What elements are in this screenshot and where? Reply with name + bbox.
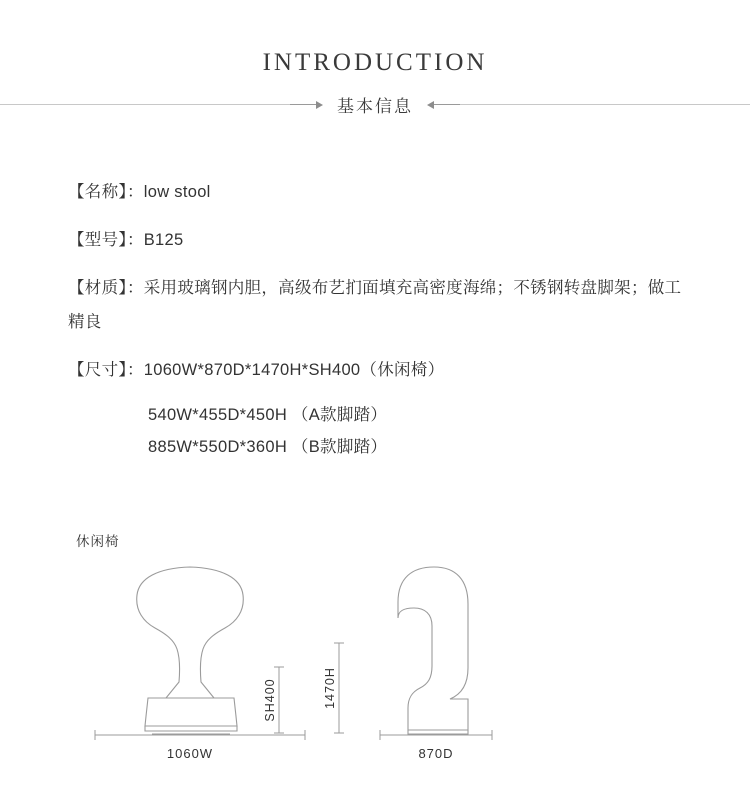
model-value: B125 [143, 231, 184, 249]
arrow-left-ornament [427, 101, 460, 109]
info-row-name [68, 175, 688, 209]
arrow-line-right [434, 104, 460, 105]
arrow-head-left-icon [427, 101, 434, 109]
arrow-line-left [290, 104, 316, 105]
arrow-right-ornament [290, 101, 323, 109]
product-info-block [68, 175, 688, 463]
model-label: 【型号】： [68, 231, 144, 249]
drawing-caption: 休闲椅 [76, 534, 120, 549]
front-view-width-label: 1060W [166, 746, 214, 761]
info-row-material [68, 271, 688, 339]
side-view-depth-label: 870D [418, 746, 454, 761]
page-header [0, 0, 750, 117]
name-label: 【名称】： [68, 183, 144, 201]
divider-right [460, 104, 750, 105]
front-view-drawing [137, 567, 244, 731]
arrow-head-right-icon [316, 101, 323, 109]
size-label: 【尺寸】： [68, 361, 144, 379]
subtitle-divider-row [0, 92, 750, 117]
size-value-main: 1060W*870D*1470H*SH400（休闲椅） [143, 361, 445, 379]
info-row-model [68, 223, 688, 257]
material-value: 采用玻璃钢内胆，高级布艺扪面填充高密度海绵；不锈钢转盘脚架；做工精良 [68, 279, 682, 331]
page-title: INTRODUCTION [262, 49, 488, 76]
size-value-tertiary: 885W*550D*360H （B款脚踏） [148, 438, 388, 456]
divider-left [0, 104, 290, 105]
name-value: low stool [143, 183, 211, 201]
side-view-drawing [398, 567, 468, 734]
front-view-seat-height-label: SH400 [263, 678, 277, 722]
drawing-canvas [0, 548, 750, 798]
subtitle-text: 基本信息 [337, 97, 413, 116]
size-value-secondary: 540W*455D*450H （A款脚踏） [148, 406, 388, 424]
material-label: 【材质】： [68, 279, 144, 297]
info-row-size [68, 353, 688, 387]
technical-drawing-section [0, 512, 750, 800]
side-view-height-label: 1470H [323, 667, 337, 709]
